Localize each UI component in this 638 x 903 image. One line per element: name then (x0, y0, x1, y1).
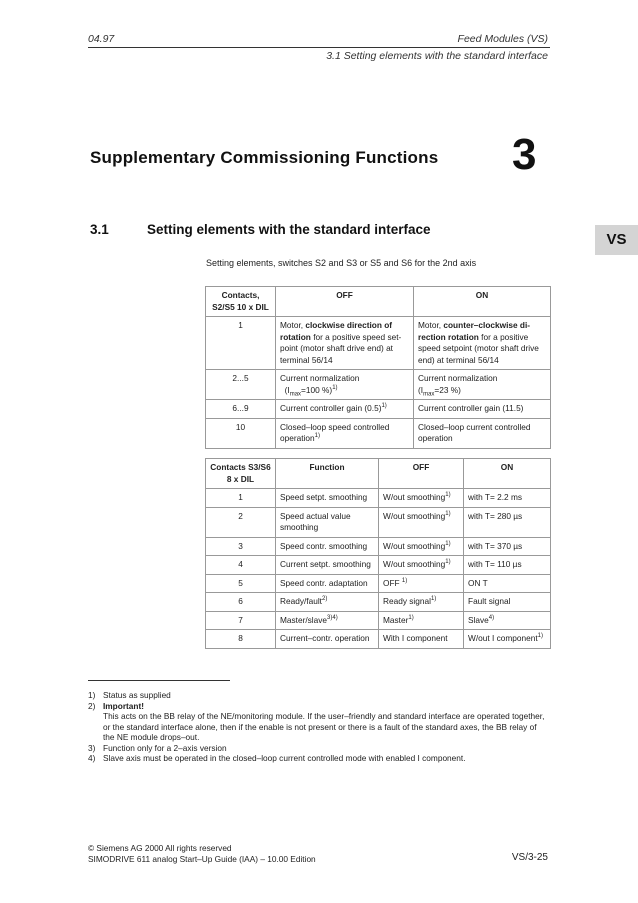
table-row (206, 489, 551, 508)
table-row (206, 507, 551, 537)
on-cell (464, 593, 551, 612)
contact-cell: 3 (206, 537, 276, 556)
footnote-ref: 1) (381, 403, 387, 410)
footnote (88, 701, 548, 743)
function-cell (276, 630, 379, 649)
off-cell (379, 489, 464, 508)
intro-text: Setting elements, switches S2 and S3 or S5 and S6 for the 2nd axis (206, 258, 477, 268)
table-row (206, 537, 551, 556)
footnote-ref: 1) (314, 433, 320, 440)
cell-text: Speed setpt. smoothing (280, 492, 368, 502)
table-header-row (206, 459, 551, 489)
footnote-number: 1) (88, 690, 96, 700)
contact-cell: 2...5 (206, 370, 276, 400)
section-title: Setting elements with the standard interface (147, 222, 431, 237)
function-cell (276, 574, 379, 593)
cell-text: W/out smoothing (383, 559, 446, 569)
on-cell (414, 370, 551, 400)
footnote-body (103, 701, 548, 743)
off-cell (276, 317, 414, 370)
cell-text: Master/slave (280, 614, 328, 625)
section-number: 3.1 (90, 222, 109, 237)
footnote-ref: 1) (445, 540, 451, 547)
column-header: OFF (276, 287, 414, 317)
footnote-number: 4) (88, 753, 96, 763)
contact-cell: 8 (206, 630, 276, 649)
header-subtitle: 3.1 Setting elements with the standard interface (326, 50, 548, 62)
on-cell (464, 611, 551, 630)
subscript: max (289, 391, 302, 398)
footnote-text: This acts on the BB relay of the NE/monitoring module. If the user–friendly and standard interface are operated together, or the standard interface alone, then if the enable is not present or there is a fault of the standard axes, the BB relay of the NE module drops–out. (103, 711, 545, 742)
function-cell (276, 556, 379, 575)
contact-cell: 4 (206, 556, 276, 575)
table-row (206, 630, 551, 649)
table-row (206, 611, 551, 630)
subscript: max (423, 391, 435, 398)
cell-text: (I (418, 384, 424, 395)
cell-text: (I (284, 384, 290, 395)
contact-cell: 5 (206, 574, 276, 593)
cell-text: for a positive speed setpoint (motor shaft drive end) at terminal 56/14 (418, 331, 539, 365)
footnote (88, 690, 548, 701)
s3-s6-contacts-table (205, 458, 551, 649)
column-header: ON (414, 287, 551, 317)
cell-text: ON T (468, 577, 488, 588)
footnote-ref: 1) (537, 633, 543, 640)
contact-cell: 7 (206, 611, 276, 630)
function-cell (276, 537, 379, 556)
footnote (88, 743, 548, 754)
on-cell: Closed–loop current controlled operation (414, 418, 551, 448)
cell-text: Ready signal (383, 596, 431, 606)
cell-text: Motor, (418, 320, 444, 330)
column-header: Contacts S3/S6 8 x DIL (206, 459, 276, 489)
cell-text: Fault signal (468, 596, 511, 606)
footnote-ref: 1) (445, 492, 451, 499)
contact-cell: 6...9 (206, 400, 276, 419)
on-cell: Current controller gain (11.5) (414, 400, 551, 419)
table-row (206, 317, 551, 370)
off-cell (379, 630, 464, 649)
cell-text: W/out I component (468, 633, 538, 643)
off-cell (379, 537, 464, 556)
footnote-number: 3) (88, 742, 96, 753)
cell-text: Motor, (280, 320, 306, 330)
column-header: OFF (379, 459, 464, 489)
function-cell (276, 611, 379, 630)
off-cell (379, 611, 464, 630)
contact-cell: 6 (206, 593, 276, 612)
off-cell (379, 556, 464, 575)
on-cell (464, 489, 551, 508)
cell-text: Current normalization (280, 373, 360, 383)
on-cell (464, 507, 551, 537)
off-cell (379, 593, 464, 612)
contact-cell: 1 (206, 317, 276, 370)
footnotes (88, 690, 548, 764)
table-row (206, 556, 551, 575)
table-row (206, 370, 551, 400)
cell-text: Current controller gain (0.5) (280, 403, 382, 413)
cell-text: with T= 110 µs (468, 559, 522, 569)
on-cell (464, 574, 551, 593)
header-rule (88, 47, 550, 48)
cell-text: W/out smoothing (383, 540, 446, 551)
contact-cell: 1 (206, 489, 276, 508)
cell-text: with T= 280 µs (468, 510, 523, 521)
page-number: VS/3-25 (511, 852, 548, 863)
on-cell (464, 537, 551, 556)
footnote-ref: 1) (445, 559, 451, 566)
footnote-ref: 1) (332, 384, 338, 391)
cell-text: Master (383, 614, 409, 625)
cell-text: Current setpt. smoothing (280, 559, 371, 569)
on-cell (414, 317, 551, 370)
cell-text: OFF (383, 577, 402, 588)
footnote-bold: Important! (103, 700, 145, 711)
on-cell (464, 630, 551, 649)
function-cell (276, 593, 379, 612)
cell-text: for a positive speed set-point (motor shaft drive end) at terminal 56/14 (280, 331, 402, 365)
edition: SIMODRIVE 611 analog Start–Up Guide (IAA) – 10.00 Edition (88, 854, 316, 864)
cell-bold-text: counter–clockwise di-rection rotation (418, 320, 531, 342)
footnote-ref: 1) (430, 596, 437, 603)
header-title: Feed Modules (VS) (457, 33, 548, 45)
off-cell (276, 400, 414, 419)
function-cell (276, 507, 379, 537)
footnote-ref: 3)4) (327, 614, 338, 621)
off-cell (276, 370, 414, 400)
header-date: 04.97 (88, 33, 115, 45)
footnote-ref: 1) (445, 510, 451, 517)
on-cell (464, 556, 551, 575)
cell-text: Ready/fault (280, 596, 322, 606)
column-header: Function (276, 459, 379, 489)
footnote-number: 2) (88, 700, 96, 711)
footnote-rule (88, 680, 230, 681)
contact-cell: 10 (206, 418, 276, 448)
cell-text: Current normalization (418, 373, 498, 383)
footnote-text: Function only for a 2–axis version (103, 742, 227, 753)
off-cell (379, 574, 464, 593)
footnote-ref: 4) (488, 614, 495, 621)
footnote-ref: 2) (321, 596, 328, 603)
cell-text: =100 %) (301, 384, 333, 395)
footnote-ref: 1) (401, 577, 408, 584)
table-header-row (206, 287, 551, 317)
cell-text: =23 %) (434, 384, 461, 395)
table-row (206, 418, 551, 448)
footnote-ref: 1) (408, 614, 414, 621)
chapter-number: 3 (512, 130, 537, 179)
table-row (206, 574, 551, 593)
function-cell (276, 489, 379, 508)
side-tab-vs: VS (595, 225, 638, 255)
cell-bold-text: clockwise direction of rotation (280, 320, 393, 342)
table-row (206, 593, 551, 612)
cell-text: Closed–loop speed controlled operation (280, 421, 390, 443)
cell-text: Speed actual value smoothing (280, 510, 351, 532)
cell-text: Current–contr. operation (280, 633, 370, 643)
cell-text: W/out smoothing (383, 492, 446, 502)
chapter-title: Supplementary Commissioning Functions (90, 148, 439, 167)
column-header: Contacts, S2/S5 10 x DIL (206, 287, 276, 317)
cell-text: with T= 370 µs (468, 540, 523, 551)
contact-cell: 2 (206, 507, 276, 537)
off-cell (276, 418, 414, 448)
footnote (88, 753, 548, 764)
table-row (206, 400, 551, 419)
off-cell (379, 507, 464, 537)
cell-text: with T= 2.2 ms (468, 492, 523, 502)
footnote-text: Slave axis must be operated in the closed–loop current controlled mode with enabled I component. (103, 753, 466, 763)
cell-text: Slave (468, 614, 489, 625)
cell-text: Speed contr. smoothing (280, 540, 368, 551)
cell-text: Speed contr. adaptation (280, 577, 368, 588)
s2-s5-contacts-table (205, 286, 551, 449)
footnote-text: Status as supplied (103, 690, 171, 700)
copyright: © Siemens AG 2000 All rights reserved (88, 843, 232, 853)
column-header: ON (464, 459, 551, 489)
cell-text: W/out smoothing (383, 510, 446, 521)
cell-text: With I component (383, 633, 448, 643)
